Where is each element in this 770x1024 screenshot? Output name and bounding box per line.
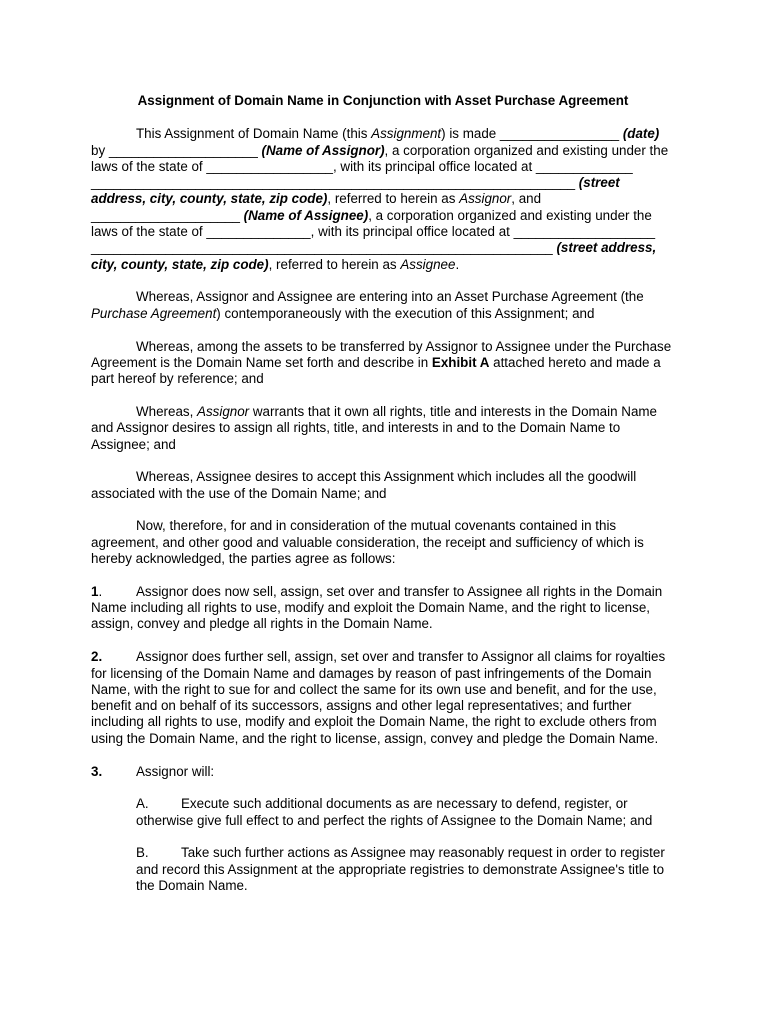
assignor-address-placeholder: (street address, city, county, state, zip code) [91,175,620,207]
whereas-paragraph-3 [91,404,675,453]
whereas-text: Whereas, [136,403,198,419]
section-text: Assignor does now sell, assign, set over and transfer to Assignee all rights in the Domain Name including all rights to use, modify and exploit the Domain Name, and the right to license, assign, convey and pledge all rights in the Domain Name. [91,583,663,632]
term-assignment: Assignment [371,126,442,142]
date-placeholder: (date) [622,126,660,142]
whereas-text: Whereas, Assignor and Assignee are entering into an Asset Purchase Agreement (the [136,289,644,305]
section-3 [91,764,675,780]
whereas-paragraph-2 [91,339,675,388]
intro-text: ) is made ________________ [441,126,623,142]
whereas-text: ) contemporaneously with the execution of this Assignment; and [216,305,595,321]
now-therefore-paragraph: Now, therefore, for and in consideration of the mutual covenants contained in this agreement, and other good and valuable consideration, the receipt and sufficiency of which is hereby acknowledged, the parties agree as follows: [91,518,644,567]
intro-text: . [455,256,460,272]
exhibit-a-reference: Exhibit A [431,354,490,370]
assignor-name-placeholder: (Name of Assignor) [261,142,385,158]
whereas-text: attached hereto and made a part hereof by reference; and [91,354,661,387]
section-text: Assignor does further sell, assign, set over and transfer to Assignor all claims for royalties for licensing of the Domain Name and damages by reason of past infringements of the Domain Name, with the right to sue for and collect the same for its own use and benefit, and for the use, benefit and on behalf of its successors, assigns and other legal representatives; and further including all rights to use, modify and exploit the Domain Name, the right to exclude others from using the Domain Name, and the right to license, assign, convey and pledge the Domain Name. [91,649,666,746]
subsection-label: A. [136,796,149,812]
intro-text: , referred to herein as [327,191,460,207]
assignee-address-placeholder: (street address, city, county, state, zip code) [91,240,657,272]
intro-text: by ____________________ [91,142,262,158]
intro-paragraph [91,126,675,273]
section-text: Assignor will: [136,763,215,779]
section-number [91,584,136,600]
term-purchase-agreement: Purchase Agreement [91,305,217,321]
whereas-text: Whereas, among the assets to be transferred by Assignor to Assignee under the Purchase Agreement is the Domain Name set forth and describe in [91,338,672,370]
intro-text: , a corporation organized and existing under the laws of the state of ______________, with its principal office located at ___________________ ______________________________________________________________ [91,207,656,256]
section-1 [91,584,675,633]
subsection-a [91,796,675,829]
term-assignor: Assignor [459,191,512,207]
intro-text: , a corporation organized and existing under the laws of the state of _________________, with its principal office located at _____________ _________________________________________________________________ [91,142,669,191]
subsection-text: Execute such additional documents as are necessary to defend, register, or otherwise give full effect to and perfect the rights of Assignee to the Domain Name; and [136,796,653,828]
subsection-b [91,845,675,894]
subsection-text: Take such further actions as Assignee may reasonably request in order to register and record this Assignment at the appropriate registries to demonstrate Assignee's title to the Domain Name. [136,845,665,893]
whereas-paragraph-1 [91,289,675,322]
whereas-paragraph-4: Whereas, Assignee desires to accept this Assignment which includes all the goodwill associated with the use of the Domain Name; and [91,469,637,501]
assignee-name-placeholder: (Name of Assignee) [243,207,369,223]
section-number-suffix: . [98,583,103,599]
term-assignee: Assignee [400,256,456,272]
subsection-label: B. [136,845,149,861]
intro-text: This Assignment of Domain Name (this [136,126,372,142]
term-assignor: Assignor [197,403,250,419]
intro-text: , and ____________________ [91,191,542,223]
section-2 [91,649,675,747]
whereas-text: warrants that it own all rights, title and interests in the Domain Name and Assignor desires to assign all rights, title, and interests in and to the Domain Name to Assignee; and [91,403,657,452]
section-number-bold: 1 [91,583,99,599]
intro-text: , referred to herein as [268,256,401,272]
document-title: Assignment of Domain Name in Conjunction with Asset Purchase Agreement [137,93,629,108]
section-number: 2. [91,649,103,665]
section-number: 3. [91,763,103,779]
